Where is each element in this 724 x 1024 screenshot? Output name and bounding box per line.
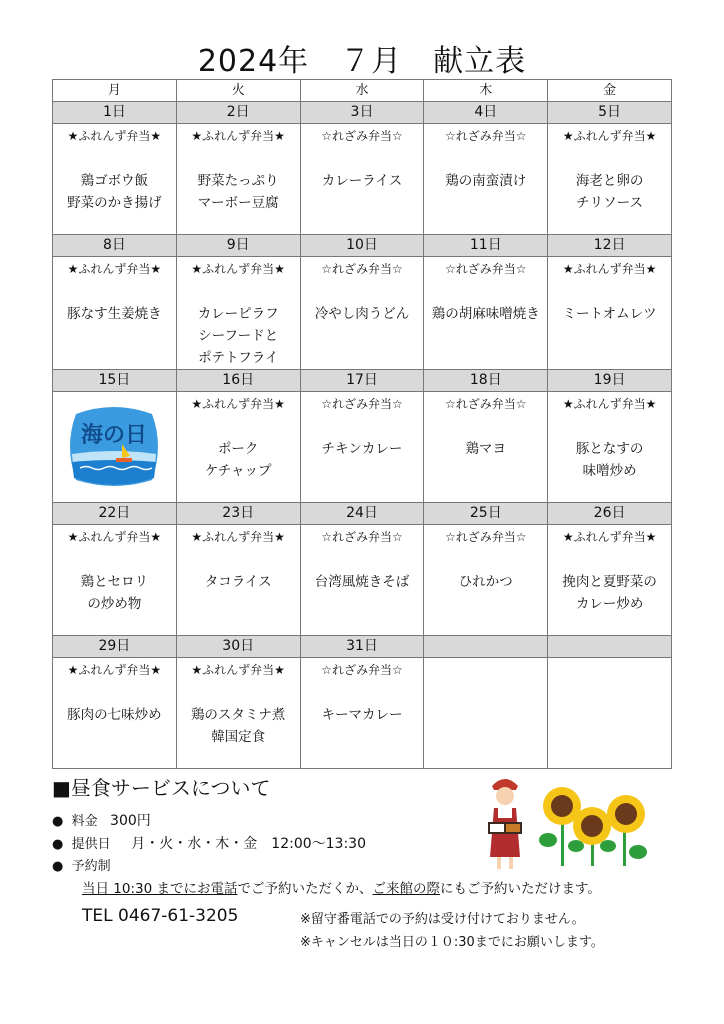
date-cell — [424, 636, 548, 658]
dish-line: 豚なす生姜焼き — [67, 306, 162, 322]
date-cell: 4日 — [424, 102, 548, 124]
dish-line: 海老と卵の — [575, 173, 644, 189]
dish-line: 鶏とセロリ — [80, 574, 149, 590]
date-cell: 23日 — [176, 503, 300, 525]
dish-line: 挽肉と夏野菜の — [562, 574, 657, 590]
bento-type: ★ふれんず弁当★ — [191, 397, 285, 411]
date-cell: 22日 — [53, 503, 177, 525]
menu-cell — [424, 124, 548, 235]
dish-name — [548, 438, 671, 482]
dish-name — [177, 704, 300, 748]
days-line — [52, 833, 366, 853]
dish-line: 鶏の南蛮漬け — [445, 173, 527, 189]
menu-cell — [300, 392, 424, 503]
date-cell: 9日 — [176, 235, 300, 257]
bento-type: ★ふれんず弁当★ — [191, 663, 285, 677]
bento-type: ★ふれんず弁当★ — [67, 129, 162, 143]
date-cell: 29日 — [53, 636, 177, 658]
dish-line: 鶏のスタミナ煮 — [190, 707, 286, 723]
bento-type: ★ふれんず弁当★ — [191, 262, 285, 276]
dish-name — [424, 170, 547, 192]
menu-cell — [176, 658, 300, 769]
days-value: 月・火・水・木・金 12:00〜13:30 — [131, 836, 366, 852]
dish-line: キーマカレー — [321, 707, 403, 723]
date-cell: 31日 — [300, 636, 424, 658]
menu-calendar — [52, 79, 672, 769]
bullet-icon: ● — [52, 859, 64, 874]
reservation-phone-text: 当日 10:30 までにお電話 — [82, 881, 238, 897]
date-cell: 11日 — [424, 235, 548, 257]
bento-type: ★ふれんず弁当★ — [562, 262, 657, 276]
menu-cell — [176, 392, 300, 503]
bento-type: ★ふれんず弁当★ — [562, 530, 657, 544]
date-cell: 2日 — [176, 102, 300, 124]
dish-line: の炒め物 — [87, 596, 142, 612]
date-row — [53, 370, 672, 392]
menu-cell — [176, 525, 300, 636]
dish-line: 鶏の胡麻味噌焼き — [431, 306, 540, 322]
bento-type: ☆れざみ弁当☆ — [445, 129, 527, 143]
date-cell: 19日 — [548, 370, 672, 392]
reservation-line — [52, 855, 111, 874]
date-row — [53, 235, 672, 257]
bento-type: ☆れざみ弁当☆ — [321, 129, 403, 143]
dish-line: カレー炒め — [575, 596, 644, 612]
dish-line: ミートオムレツ — [562, 306, 657, 322]
dish-name — [424, 571, 547, 593]
dish-line: 冷やし肉うどん — [314, 306, 410, 322]
bento-type: ☆れざみ弁当☆ — [321, 397, 403, 411]
dish-name — [301, 571, 424, 593]
weekday-header: 木 — [424, 80, 548, 102]
service-heading: ■昼食サービスについて — [52, 776, 271, 800]
reservation-label: 予約制 — [71, 859, 111, 874]
sunflowers-illustration — [536, 784, 654, 868]
bento-type: ☆れざみ弁当☆ — [445, 530, 527, 544]
menu-row — [53, 525, 672, 636]
dish-name — [301, 303, 424, 325]
note-voicemail: ※留守番電話での予約は受け付けておりません。 — [300, 912, 585, 927]
dish-line: ポーク — [217, 441, 259, 457]
dish-name — [301, 704, 424, 726]
menu-cell — [176, 124, 300, 235]
dish-line: カレーピラフ — [197, 306, 279, 322]
bullet-icon: ● — [52, 837, 64, 852]
bento-type: ★ふれんず弁当★ — [191, 129, 285, 143]
dish-line: 台湾風焼きそば — [314, 574, 410, 590]
phone-number: TEL 0467-61-3205 — [82, 906, 239, 926]
dish-name — [53, 170, 176, 214]
bento-type: ★ふれんず弁当★ — [191, 530, 285, 544]
menu-cell — [176, 257, 300, 370]
dish-name — [53, 571, 176, 615]
dish-name — [548, 571, 671, 615]
fee-label: 料金 — [71, 814, 98, 829]
menu-row — [53, 124, 672, 235]
note-cancel: ※キャンセルは当日の１０:30までにお願いします。 — [300, 935, 604, 950]
menu-cell — [300, 124, 424, 235]
date-cell: 8日 — [53, 235, 177, 257]
dish-name — [301, 438, 424, 460]
date-cell: 30日 — [176, 636, 300, 658]
bento-type: ☆れざみ弁当☆ — [445, 397, 527, 411]
menu-cell — [548, 124, 672, 235]
date-cell: 24日 — [300, 503, 424, 525]
dish-name — [301, 170, 424, 192]
menu-cell — [548, 525, 672, 636]
reservation-visit-text: ご来館の際 — [372, 881, 440, 897]
menu-cell — [424, 257, 548, 370]
menu-cell — [300, 257, 424, 370]
menu-row — [53, 392, 672, 503]
menu-cell — [300, 658, 424, 769]
date-cell: 26日 — [548, 503, 672, 525]
dish-line: ひれかつ — [458, 574, 513, 590]
menu-cell — [424, 658, 548, 769]
date-cell: 1日 — [53, 102, 177, 124]
dish-line: カレーライス — [321, 173, 403, 189]
date-cell: 25日 — [424, 503, 548, 525]
date-row — [53, 503, 672, 525]
days-label: 提供日 — [71, 837, 111, 852]
menu-cell — [300, 525, 424, 636]
dish-line: チリソース — [576, 195, 643, 211]
reservation-text-1: でご予約いただくか、 — [237, 881, 373, 897]
dish-line: シーフードと — [198, 328, 279, 344]
menu-cell — [53, 392, 177, 503]
dish-line: 味噌炒め — [582, 463, 637, 479]
bento-type: ★ふれんず弁当★ — [562, 397, 657, 411]
dish-line: 鶏ゴボウ飯 — [80, 173, 149, 189]
dish-name — [53, 704, 176, 726]
date-cell: 16日 — [176, 370, 300, 392]
dish-name — [177, 438, 300, 482]
dish-line: ケチャップ — [204, 463, 272, 479]
svg-text:海の日: 海の日 — [81, 423, 148, 448]
menu-cell — [548, 658, 672, 769]
date-cell: 15日 — [53, 370, 177, 392]
date-cell: 10日 — [300, 235, 424, 257]
menu-cell — [548, 257, 672, 370]
bullet-icon: ● — [52, 814, 64, 829]
date-cell: 12日 — [548, 235, 672, 257]
dish-name — [424, 303, 547, 325]
weekday-header: 金 — [548, 80, 672, 102]
menu-row — [53, 257, 672, 370]
date-cell: 17日 — [300, 370, 424, 392]
dish-name — [424, 438, 547, 460]
fee-value: 300円 — [110, 813, 151, 829]
menu-cell — [53, 124, 177, 235]
menu-cell — [548, 392, 672, 503]
date-row — [53, 102, 672, 124]
bento-type: ☆れざみ弁当☆ — [321, 530, 403, 544]
date-row — [53, 636, 672, 658]
dish-line: 野菜たっぷり — [197, 173, 279, 189]
dish-line: 野菜のかき揚げ — [67, 195, 162, 211]
bento-type: ★ふれんず弁当★ — [67, 262, 162, 276]
dish-line: マーボー豆腐 — [197, 195, 279, 211]
bento-type: ☆れざみ弁当☆ — [445, 262, 527, 276]
date-cell: 5日 — [548, 102, 672, 124]
dish-name — [53, 303, 176, 325]
dish-line: 鶏マヨ — [465, 441, 507, 457]
dish-name — [548, 170, 671, 214]
menu-cell — [53, 525, 177, 636]
date-cell: 18日 — [424, 370, 548, 392]
bento-type: ☆れざみ弁当☆ — [321, 663, 403, 677]
dish-line: 豚となすの — [575, 441, 644, 457]
menu-cell — [424, 525, 548, 636]
waitress-illustration — [480, 772, 530, 872]
menu-cell — [53, 257, 177, 370]
weekday-header: 水 — [300, 80, 424, 102]
dish-line: チキンカレー — [321, 441, 403, 457]
page-title: 2024年 ７月 献立表 — [197, 44, 527, 79]
dish-name — [177, 303, 300, 369]
menu-row — [53, 658, 672, 769]
date-cell: 3日 — [300, 102, 424, 124]
menu-cell — [424, 392, 548, 503]
fee-line — [52, 810, 151, 830]
bento-type: ☆れざみ弁当☆ — [321, 262, 403, 276]
bento-type: ★ふれんず弁当★ — [67, 530, 162, 544]
reservation-detail — [82, 877, 601, 897]
dish-line: 豚肉の七味炒め — [67, 707, 162, 723]
reservation-text-2: にもご予約いただけます。 — [440, 881, 601, 897]
dish-name — [177, 170, 300, 214]
dish-name — [177, 571, 300, 593]
weekday-header-row — [53, 80, 672, 102]
bento-type: ★ふれんず弁当★ — [67, 663, 162, 677]
bento-type: ★ふれんず弁当★ — [562, 129, 657, 143]
dish-line: ポテトフライ — [198, 350, 279, 366]
weekday-header: 火 — [176, 80, 300, 102]
dish-line: 韓国定食 — [211, 729, 266, 745]
umi-no-hi-illustration — [68, 404, 160, 488]
date-cell — [548, 636, 672, 658]
menu-cell — [53, 658, 177, 769]
dish-line: タコライス — [204, 574, 272, 590]
dish-name — [548, 303, 671, 325]
weekday-header: 月 — [53, 80, 177, 102]
